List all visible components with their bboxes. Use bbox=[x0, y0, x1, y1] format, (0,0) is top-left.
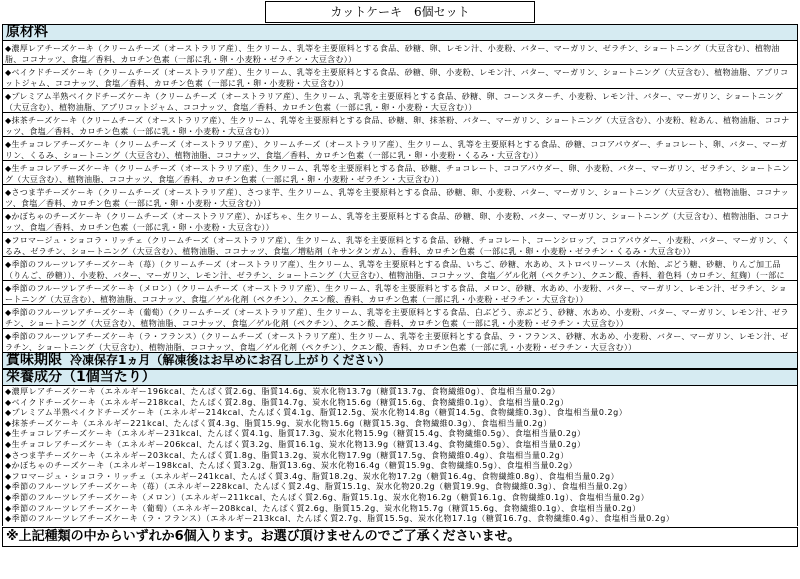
footer-note: ※上記種類の中からいずれか6個入ります。お選び頂けませんのでご了承くださいませ。 bbox=[2, 527, 798, 547]
ingredient-item: ◆フロマージュ・ショコラ・リッチェ（クリームチーズ（オーストラリア産）、生クリーム、乳等を主要原料とする食品、砂糖、チョコレート、コーンシロップ、ココアパウダー、小麦粉、バター、マーガリン、くるみ、ゼラチン、ショートニング（大豆含む）、植物油脂、ココナッツ、食塩／増粘剤（キサンタンガム）、香料、カロチン色素（一部に乳・卵・小麦粉・ゼラチン・くるみ・大豆含む）） bbox=[3, 233, 797, 257]
ingredient-item: ◆生チョコレアチーズケーキ（クリームチーズ（オーストラリア産）、クリームチーズ（オーストラリア産）、生クリーム、乳等を主要原料とする食品、砂糖、ココアパウダー、チョコレート、卵、バター、マーガリン、くるみ、ショートニング（大豆含む）、植物油脂、ココナッツ、食塩／香料、カロチン色素（一部に乳・卵・小麦粉・くるみ・大豆含む）） bbox=[3, 137, 797, 161]
nutrition-item: ◆濃厚レアチーズケーキ（エネルギー196kcal、たんぱく質2.6g、脂質14.6g、炭水化物13.7g（糖質13.7g、食物繊維0g）、食塩相当量0.2g） bbox=[5, 387, 561, 396]
ingredients-list bbox=[3, 41, 797, 352]
nutrition-item: ◆季節のフルーツレアチーズケーキ（葡萄）（エネルギー208kcal、たんぱく質2.6g、脂質15.2g、炭水化物15.7g（糖質15.6g、食物繊維0.1g）、食塩相当量0.2g） bbox=[5, 503, 641, 513]
nutrition-item: ◆ベイクドチーズケーキ（エネルギー218kcal、たんぱく質2.8g、脂質14.7g、炭水化物15.6g（糖質15.6g、食物繊維0.1g）、食塩相当量0.2g） bbox=[5, 397, 569, 407]
ingredient-item: ◆かぼちゃのチーズケーキ（クリームチーズ（オーストラリア産）、かぼちゃ、生クリーム、乳等を主要原料とする食品、砂糖、卵、小麦粉、バター、マーガリン、ショートニング（大豆含む）、植物油脂、ココナッツ、食塩／香料、カロチン色素（一部に乳・卵・小麦粉・大豆含む）） bbox=[3, 209, 797, 233]
nutrition-heading: 栄養成分（1個当たり） bbox=[3, 370, 797, 386]
ingredient-item: ◆プレミアム半熟ベイクドチーズケーキ（クリームチーズ（オーストラリア産）、生クリーム、乳等を主要原料とする食品、砂糖、卵、コーンスターチ、小麦粉、レモン汁、バター、マーガリン、ショートニング（大豆含む）、植物油脂、アプリコットジャム、ココナッツ、食塩／香料、カロチン色素（一部に乳・卵・小麦粉・大豆含む）） bbox=[3, 89, 797, 113]
ingredient-item: ◆生チョコレアチーズケーキ（クリームチーズ（オーストラリア産）、生クリーム、乳等を主要原料とする食品、砂糖、チョコレート、ココアパウダー、卵、小麦粉、バター、マーガリン、ゼラチン、ショートニング（大豆含む）、植物油脂、ココナッツ、食塩／香料、カロチン色素（一部に乳・卵・小麦粉・ゼラチン・大豆含む）） bbox=[3, 161, 797, 185]
nutrition-item: ◆季節のフルーツレアチーズケーキ（ラ・フランス）（エネルギー213kcal、たんぱく質2.7g、脂質15.5g、炭水化物17.1g（糖質16.7g、食物繊維0.4g）、食塩相当量0.2g） bbox=[5, 514, 675, 524]
ingredient-item: ◆季節のフルーツレアチーズケーキ（葡萄）（クリームチーズ（オーストラリア産）、生クリーム、乳等を主要原料とする食品、白ぶどう、赤ぶどう、砂糖、水あめ、小麦粉、バター、マーガリン、レモン汁、ゼラチン、ショートニング（大豆含む）、植物油脂、ココナッツ、食塩／ゲル化剤（ペクチン）、クエン酸、香料、カロチン色素（一部に乳・小麦粉・ゼラチン・大豆含む）） bbox=[3, 305, 797, 329]
ingredient-item: ◆季節のフルーツレアチーズケーキ（苺）（クリームチーズ（オーストラリア産）、生クリーム、乳等を主要原料とする食品、いちご、砂糖、水あめ、ストロベリーソース（水飴、ぶどう糖、砂糖、りんご加工品（りんご、砂糖））、小麦粉、バター、マーガリン、レモン汁、ゼラチン、ショートニング（大豆含む）、植物油脂、ココナッツ、食塩／ゲル化剤（ペクチン）、クエン酸、香料、着色料（カロチン、紅麹）（一部に bbox=[3, 257, 797, 281]
title-row bbox=[2, 0, 798, 24]
nutrition-section bbox=[2, 369, 798, 526]
ingredients-section bbox=[2, 24, 798, 352]
shelf-life-note: 冷凍保存1ヵ月（解凍後はお早めにお召し上がりください） bbox=[70, 353, 391, 367]
ingredient-item: ◆季節のフルーツレアチーズケーキ（メロン）（クリームチーズ（オーストラリア産）、生クリーム、乳等を主要原料とする食品、メロン、砂糖、水あめ、小麦粉、バター、マーガリン、レモン汁、ゼラチン、ショートニング（大豆含む）、植物油脂、ココナッツ、食塩／ゲル化剤（ペクチン）、クエン酸、香料、カロチン色素（一部に乳・小麦粉・ゼラチン・大豆含む）） bbox=[3, 281, 797, 305]
nutrition-item: ◆抹茶チーズケーキ（エネルギー221kcal、たんぱく質4.3g、脂質15.9g、炭水化物15.6g（糖質15.3g、食物繊維0.3g）、食塩相当量0.2g） bbox=[5, 418, 552, 428]
shelf-life-section bbox=[2, 352, 798, 369]
nutrition-item: ◆フロマージュ・ショコラ・リッチェ（エネルギー241kcal、たんぱく質3.4g、脂質18.2g、炭水化物17.2g（糖質16.4g、食物繊維0.8g）、食塩相当量0.2g） bbox=[5, 471, 620, 481]
page-title: カットケーキ 6個セット bbox=[265, 1, 535, 23]
shelf-life-heading bbox=[3, 353, 797, 369]
nutrition-item: ◆かぼちゃのチーズケーキ（エネルギー198kcal、たんぱく質3.2g、脂質13.6g、炭水化物16.4g（糖質15.9g、食物繊維0.5g）、食塩相当量0.2g） bbox=[5, 461, 578, 471]
nutrition-list bbox=[3, 386, 797, 526]
ingredient-item: ◆濃厚レアチーズケーキ（クリームチーズ（オーストラリア産）、生クリーム、乳等を主要原料とする食品、砂糖、卵、レモン汁、小麦粉、バター、マーガリン、ゼラチン、ショートニング（大豆含む）、植物油脂、ココナッツ、食塩／香料、カロチン色素（一部に乳・卵・小麦粉・ゼラチン・大豆含む）） bbox=[3, 41, 797, 65]
nutrition-item: ◆さつま芋チーズケーキ（エネルギー203kcal、たんぱく質1.8g、脂質13.2g、炭水化物17.9g（糖質17.5g、食物繊維0.4g）、食塩相当量0.2g） bbox=[5, 450, 569, 460]
ingredient-item: ◆さつま芋チーズケーキ（クリームチーズ（オーストラリア産）、さつま芋、生クリーム、乳等を主要原料とする食品、砂糖、卵、小麦粉、バター、マーガリン、ショートニング（大豆含む）、植物油脂、ココナッツ、食塩／香料、カロチン色素（一部に乳・卵・小麦粉・大豆含む）） bbox=[3, 185, 797, 209]
nutrition-item: ◆季節のフルーツレアチーズケーキ（メロン）（エネルギー211kcal、たんぱく質2.6g、脂質15.1g、炭水化物16.2g（糖質16.1g、食物繊維0.1g）、食塩相当量0.2g） bbox=[5, 492, 650, 502]
ingredient-item: ◆季節のフルーツレアチーズケーキ（ラ・フランス）（クリームチーズ（オーストラリア産）、生クリーム、乳等を主要原料とする食品、ラ・フランス、砂糖、水あめ、小麦粉、バター、マーガリン、レモン汁、ゼラチン、ショートニング（大豆含む）、植物油脂、ココナッツ、食塩／ゲル化剤（ペクチン）、クエン酸、香料、カロチン色素（一部に乳・小麦粉・ゼラチン・大豆含む）） bbox=[5, 332, 789, 352]
shelf-life-label: 賞味期限 bbox=[6, 353, 62, 368]
nutrition-item: ◆生チョコレアチーズケーキ（エネルギー206kcal、たんぱく質3.2g、脂質16.1g、炭水化物13.9g（糖質13.4g、食物繊維0.5g）、食塩相当量0.2g） bbox=[5, 439, 586, 449]
nutrition-item: ◆生チョコレアチーズケーキ（エネルギー231kcal、たんぱく質4.1g、脂質17.3g、炭水化物15.9g（糖質15.4g、食物繊維0.5g）、食塩相当量0.2g） bbox=[5, 429, 586, 439]
ingredient-item: ◆ベイクドチーズケーキ（クリームチーズ（オーストラリア産）、生クリーム、乳等を主要原料とする食品、砂糖、卵、小麦粉、レモン汁、バター、マーガリン、ショートニング（大豆含む）、植物油脂、アプリコットジャム、ココナッツ、食塩／香料、カロチン色素（一部に乳・卵・小麦粉・大豆含む）） bbox=[3, 65, 797, 89]
nutrition-item: ◆プレミアム半熟ベイクドチーズケーキ（エネルギー214kcal、たんぱく質4.1g、脂質12.5g、炭水化物14.8g（糖質14.5g、食物繊維0.3g）、食塩相当量0.2g） bbox=[5, 408, 628, 418]
ingredients-heading: 原材料 bbox=[3, 25, 797, 41]
product-info-sheet bbox=[2, 0, 798, 577]
ingredient-item: ◆抹茶チーズケーキ（クリームチーズ（オーストラリア産）、生クリーム、乳等を主要原料とする食品、砂糖、卵、抹茶粉、バター、マーガリン、ショートニング（大豆含む）、小麦粉、粒あん、植物油脂、ココナッツ、食塩／香料、カロチン色素（一部に乳・卵・小麦粉・大豆含む）） bbox=[3, 113, 797, 137]
nutrition-item: ◆季節のフルーツレアチーズケーキ（苺）（エネルギー228kcal、たんぱく質2.4g、脂質15.1g、炭水化物20.2g（糖質19.9g、食物繊維0.3g）、食塩相当量0.2g） bbox=[5, 482, 633, 492]
